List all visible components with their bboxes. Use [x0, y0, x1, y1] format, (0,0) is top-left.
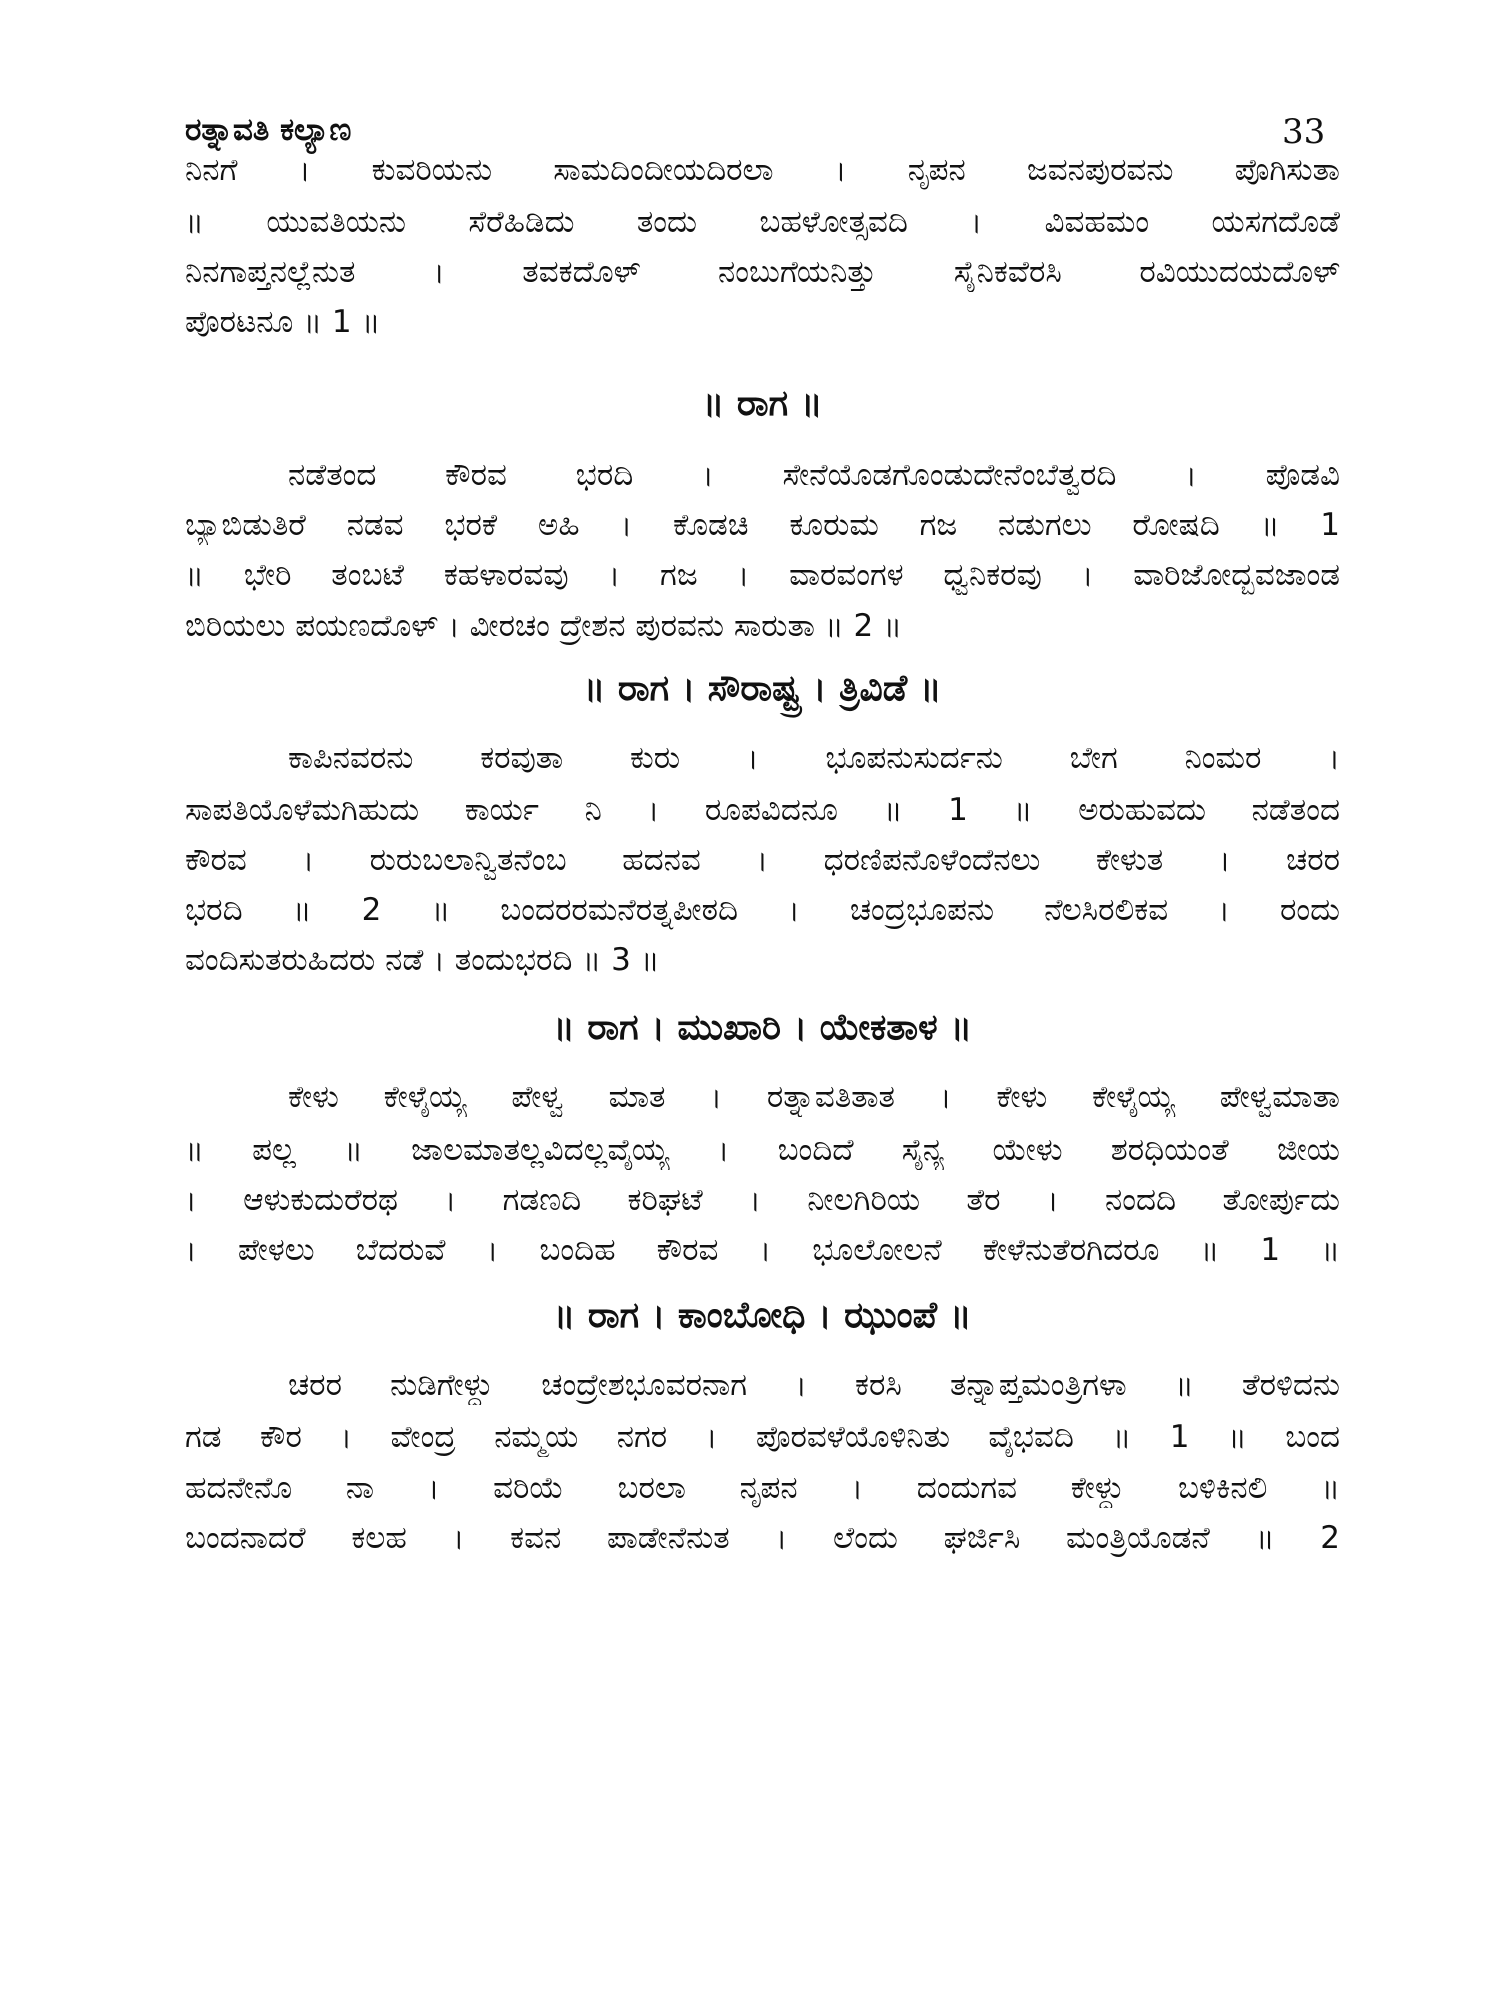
section-heading: ॥ ರಾಗ । ಸೌರಾಷ್ಟ್ರ । ತ್ರಿವಿಡೆ ॥ [583, 668, 942, 709]
running-title: ರತ್ನಾವತಿ ಕಲ್ಯಾಣ [185, 112, 352, 148]
text-line: ॥ ಯುವತಿಯನು ಸೆರೆಹಿಡಿದು ತಂದು ಬಹಳೋತ್ಸವದಿ । ವಿವಹಮಂ ಯಸಗದೊಡೆ [185, 204, 1340, 240]
text-line: ನಿನಗೆ । ಕುವರಿಯನು ಸಾಮದಿಂದೀಯದಿರಲಾ । ನೃಪನ ಜವನಪುರವನು ಪೊಗಿಸುತಾ [185, 152, 1340, 188]
text-line: ಭರದಿ ॥ 2 ॥ ಬಂದರರಮನೆರತ್ನಪೀಠದಿ । ಚಂದ್ರಭೂಪನು ನೆಲಸಿರಲಿಕವ । ರಂದು [185, 892, 1340, 928]
text-line: । ಆಳುಕುದುರೆರಥ । ಗಡಣದಿ ಕರಿಘಟೆ । ನೀಲಗಿರಿಯ ತೆರ । ನಂದದಿ ತೋರ್ಪುದು [185, 1182, 1340, 1218]
section-heading: ॥ ರಾಗ ॥ [702, 383, 823, 424]
text-line: ಬಂದನಾದರೆ ಕಲಹ । ಕವನ ಪಾಡೇನೆನುತ । ಲೆಂದು ಘರ್ಜಿಸಿ ಮಂತ್ರಿಯೊಡನೆ ॥ 2 [185, 1520, 1340, 1556]
text-line: ಕೇಳು ಕೇಳೈಯ್ಯ ಪೇಳ್ವ ಮಾತ । ರತ್ನಾವತಿತಾತ । ಕೇಳು ಕೇಳೈಯ್ಯ ಪೇಳ್ವಮಾತಾ [288, 1079, 1340, 1115]
text-line: ಬ್ಯಾಬಿಡುತಿರೆ ನಡವ ಭರಕೆ ಅಹಿ । ಕೊಡಚಿ ಕೂರುಮ ಗಜ ನಡುಗಲು ರೋಷದಿ ॥ 1 [185, 507, 1340, 543]
text-line: । ಪೇಳಲು ಬೆದರುವೆ । ಬಂದಿಹ ಕೌರವ । ಭೂಲೋಲನೆ ಕೇಳೆನುತೆರಗಿದರೂ ॥ 1 ॥ [185, 1232, 1340, 1268]
section-heading: ॥ ರಾಗ । ಕಾಂಬೋಧಿ । ಝುಂಪೆ ॥ [553, 1295, 972, 1336]
text-line: ನಡೆತಂದ ಕೌರವ ಭರದಿ । ಸೇನೆಯೊಡಗೊಂಡುದೇನೆಂಬೆತ್ವರದಿ । ಪೊಡವಿ [288, 457, 1340, 493]
text-line: ಕೌರವ । ರುರುಬಲಾನ್ವಿತನೆಂಬ ಹದನವ । ಧರಣಿಪನೊಳೆಂದೆನಲು ಕೇಳುತ । ಚರರ [185, 842, 1340, 878]
text-line: ಚರರ ನುಡಿಗೇಳ್ದು ಚಂದ್ರೇಶಭೂವರನಾಗ । ಕರಸಿ ತನ್ನಾಪ್ತಮಂತ್ರಿಗಳಾ ॥ ತೆರಳಿದನು [288, 1367, 1340, 1403]
page-number: 33 [1282, 112, 1326, 152]
text-line: ॥ ಭೇರಿ ತಂಬಟೆ ಕಹಳಾರವವು । ಗಜ । ವಾರವಂಗಳ ಧ್ವನಿಕರವು । ವಾರಿಜೋದ್ಭವಜಾಂಡ [185, 557, 1340, 593]
text-line: ಹದನೇನೊ ನಾ । ವರಿಯೆ ಬರಲಾ ನೃಪನ । ದಂದುಗವ ಕೇಳ್ದು ಬಳಿಕಿನಲಿ ॥ [185, 1470, 1340, 1506]
section-heading: ॥ ರಾಗ । ಮುಖಾರಿ । ಯೇಕತಾಳ ॥ [552, 1007, 973, 1048]
text-line: ಪೊರಟನೂ ॥ 1 ॥ [185, 304, 381, 340]
text-line: ಗಡ ಕೌರ । ವೇಂದ್ರ ನಮ್ಮಯ ನಗರ । ಪೊರವಳೆಯೊಳಿನಿತು ವೈಭವದಿ ॥ 1 ॥ ಬಂದ [185, 1419, 1340, 1455]
text-line: ವಂದಿಸುತರುಹಿದರು ನಡೆ । ತಂದುಭರದಿ ॥ 3 ॥ [185, 942, 660, 978]
text-line: ಬಿರಿಯಲು ಪಯಣದೊಳ್ । ವೀರಚಂ ದ್ರೇಶನ ಪುರವನು ಸಾರುತಾ ॥ 2 ॥ [185, 608, 902, 644]
text-line: ॥ ಪಲ್ಲ ॥ ಜಾಲಮಾತಲ್ಲವಿದಲ್ಲವೈಯ್ಯ । ಬಂದಿದೆ ಸೈನ್ಯ ಯೇಳು ಶರಧಿಯಂತೆ ಜೀಯ [185, 1132, 1340, 1168]
text-line: ಸಾಪತಿಯೊಳೆಮಗಿಹುದು ಕಾರ್ಯ ನಿ । ರೂಪವಿದನೂ ॥ 1 ॥ ಅರುಹುವದು ನಡೆತಂದ [185, 792, 1340, 828]
text-line: ಕಾಪಿನವರನು ಕರವುತಾ ಕುರು । ಭೂಪನುಸುರ್ದನು ಬೇಗ ನಿಂಮರ । [288, 740, 1340, 776]
text-line: ನಿನಗಾಪ್ತನಲ್ಲೆನುತ । ತವಕದೊಳ್ ನಂಬುಗೆಯನಿತ್ತು ಸೈನಿಕವೆರಸಿ ರವಿಯುದಯದೊಳ್ [185, 254, 1340, 290]
